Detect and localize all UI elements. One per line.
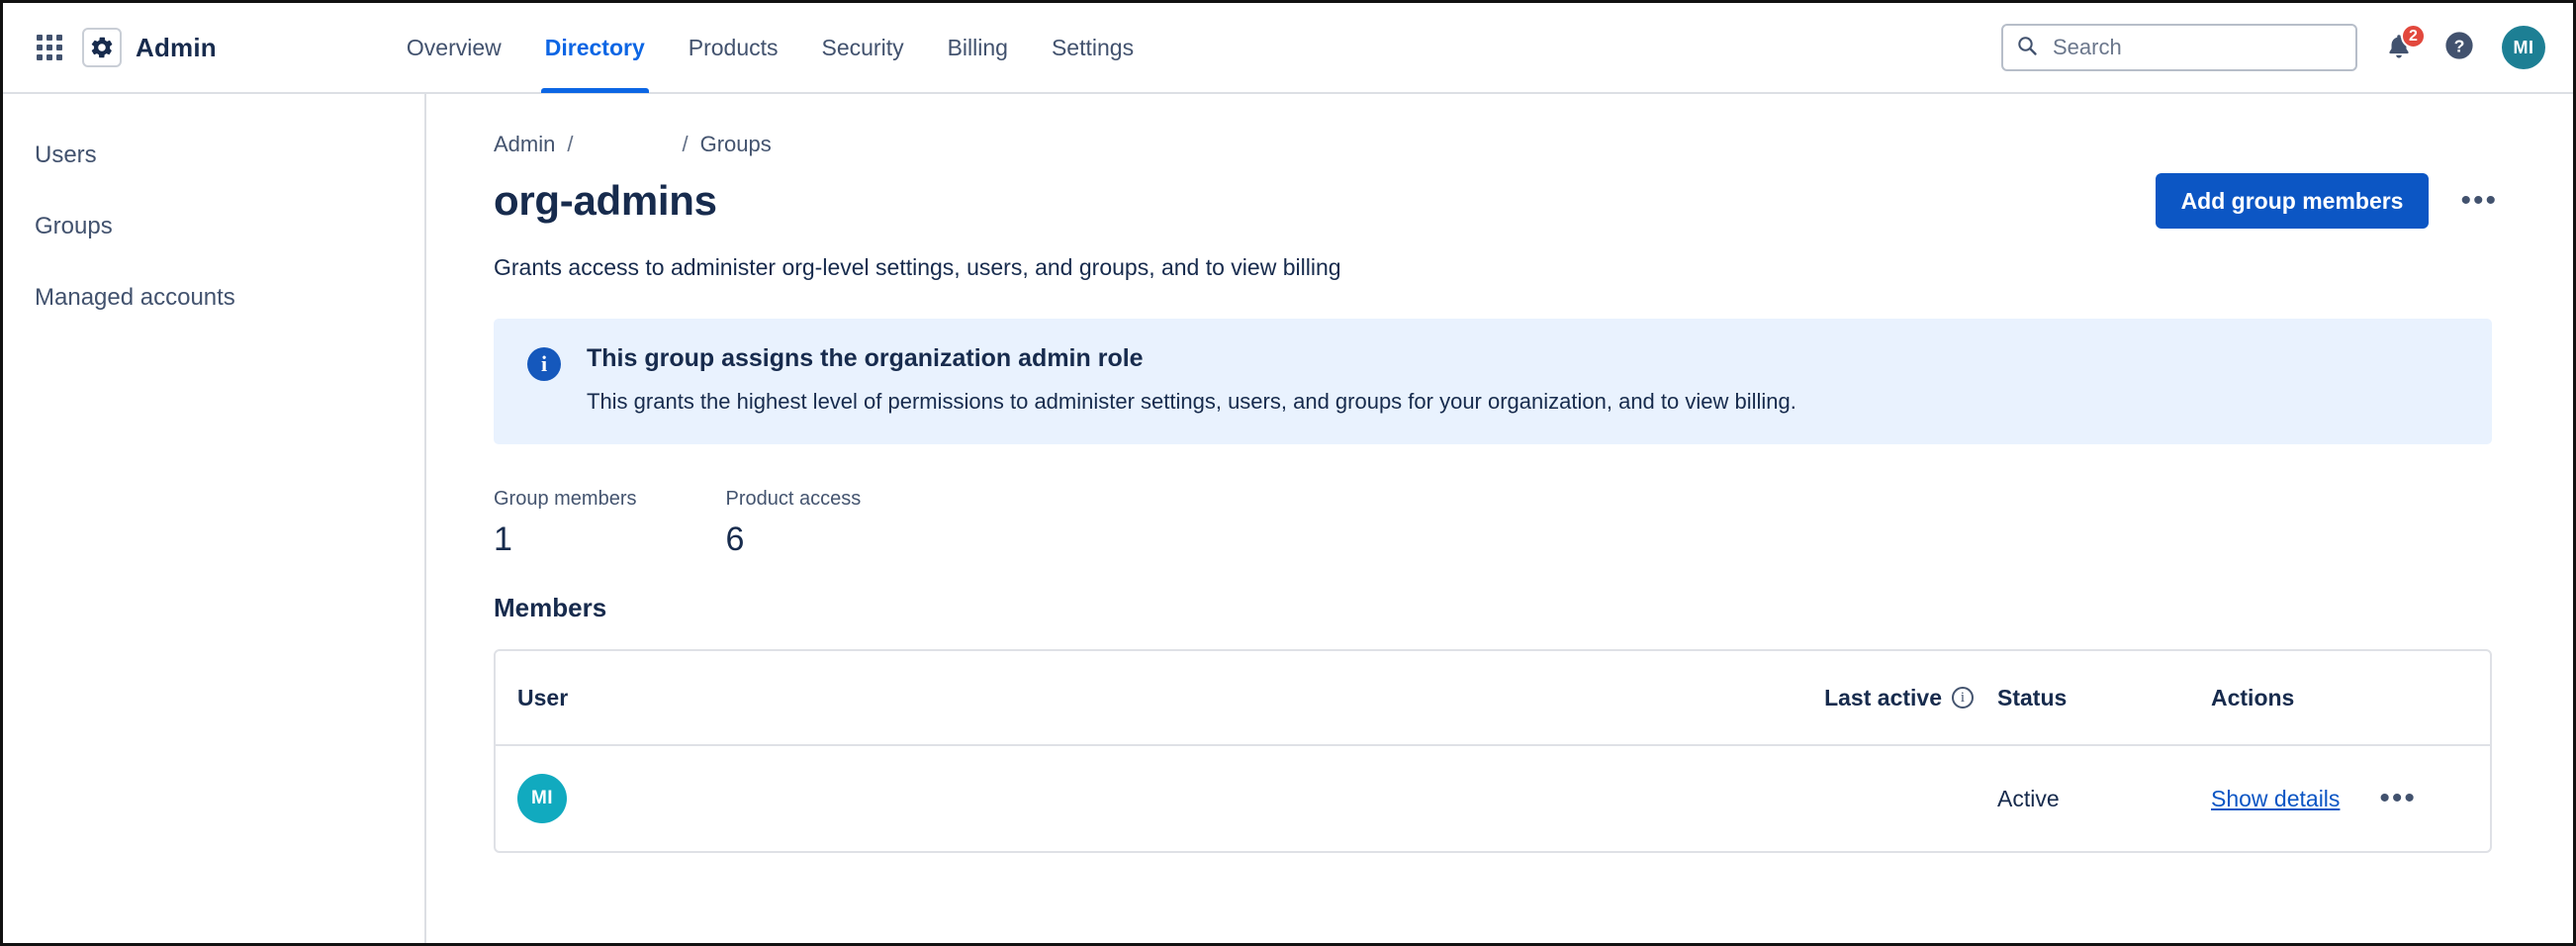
main-content <box>426 94 2573 943</box>
table-row[interactable] <box>496 746 2490 851</box>
page-title: org-admins <box>494 177 717 224</box>
column-header-status: Status <box>1997 684 2068 710</box>
sidebar-item-groups[interactable]: Groups <box>35 213 113 239</box>
primary-nav-tabs <box>385 2 1155 93</box>
page-more-actions-button[interactable]: ••• <box>2450 180 2508 222</box>
tab-billing[interactable]: Billing <box>947 34 1008 60</box>
tab-settings[interactable]: Settings <box>1051 34 1135 60</box>
column-header-actions: Actions <box>2211 684 2295 710</box>
tab-products[interactable]: Products <box>688 34 779 60</box>
column-header-last-active-label: Last active <box>1824 684 1942 710</box>
product-home-link[interactable] <box>82 28 217 67</box>
notifications-button[interactable] <box>2383 27 2418 65</box>
page-body <box>3 94 2573 943</box>
members-table-header <box>496 651 2490 746</box>
breadcrumb-item-groups[interactable]: Groups <box>699 132 772 156</box>
cell-actions <box>2201 778 2468 819</box>
tab-overview[interactable]: Overview <box>406 34 502 60</box>
show-details-link[interactable]: Show details <box>2211 785 2341 811</box>
group-stats <box>494 488 2508 559</box>
avatar: MI <box>517 774 567 823</box>
search-field-wrapper[interactable] <box>2001 24 2357 71</box>
notifications-badge: 2 <box>2401 24 2426 48</box>
stat-group-members-value: 1 <box>494 520 512 558</box>
add-group-members-button[interactable]: Add group members <box>2156 173 2430 229</box>
help-button[interactable] <box>2442 29 2476 67</box>
tab-directory[interactable]: Directory <box>523 2 667 93</box>
row-more-actions-button[interactable]: ••• <box>2369 778 2427 819</box>
gear-icon <box>82 28 122 67</box>
user-avatar-button[interactable]: MI <box>2502 26 2545 69</box>
search-icon <box>2015 34 2039 62</box>
stat-group-members <box>494 488 637 559</box>
search-input[interactable] <box>2051 34 2344 61</box>
grid-apps-icon <box>37 35 62 60</box>
info-icon[interactable]: i <box>1952 687 1974 709</box>
stat-product-access-label: Product access <box>725 488 862 510</box>
page-header-row <box>494 173 2508 229</box>
svg-text:?: ? <box>2453 36 2465 56</box>
top-navigation-bar <box>3 3 2573 94</box>
sidebar-item-users[interactable]: Users <box>35 142 97 168</box>
page-header-actions <box>2156 173 2508 229</box>
group-description: Grants access to administer org-level settings, users, and groups, and to view billing <box>494 254 1341 280</box>
app-switcher-button[interactable] <box>17 35 82 60</box>
banner-text: This grants the highest level of permissions to administer settings, users, and groups for your organization, and to view billing. <box>587 389 1796 414</box>
breadcrumb <box>494 128 2508 161</box>
banner-title: This group assigns the organization admin role <box>587 344 1144 372</box>
members-section-heading: Members <box>494 593 607 622</box>
breadcrumb-separator-2: / <box>682 132 689 156</box>
breadcrumb-separator-1: / <box>567 132 574 156</box>
members-table <box>494 649 2492 853</box>
help-circle-icon <box>2442 36 2476 66</box>
org-admin-role-banner <box>494 319 2492 444</box>
column-header-last-active <box>1617 685 1974 711</box>
breadcrumb-item-admin[interactable]: Admin <box>494 132 556 156</box>
status-badge: Active <box>1997 785 2060 811</box>
column-header-user: User <box>517 684 569 710</box>
top-nav-right-cluster <box>2001 24 2573 71</box>
product-name-label: Admin <box>136 32 217 62</box>
cell-user <box>517 774 1617 823</box>
bell-icon <box>2383 50 2415 67</box>
stat-product-access-value: 6 <box>725 520 745 558</box>
stat-product-access <box>726 488 862 559</box>
stat-group-members-label: Group members <box>494 488 637 510</box>
tab-security[interactable]: Security <box>821 34 904 60</box>
sidebar-item-managed-accounts[interactable]: Managed accounts <box>35 284 235 311</box>
left-sidebar <box>3 94 426 943</box>
info-icon: i <box>527 347 561 381</box>
